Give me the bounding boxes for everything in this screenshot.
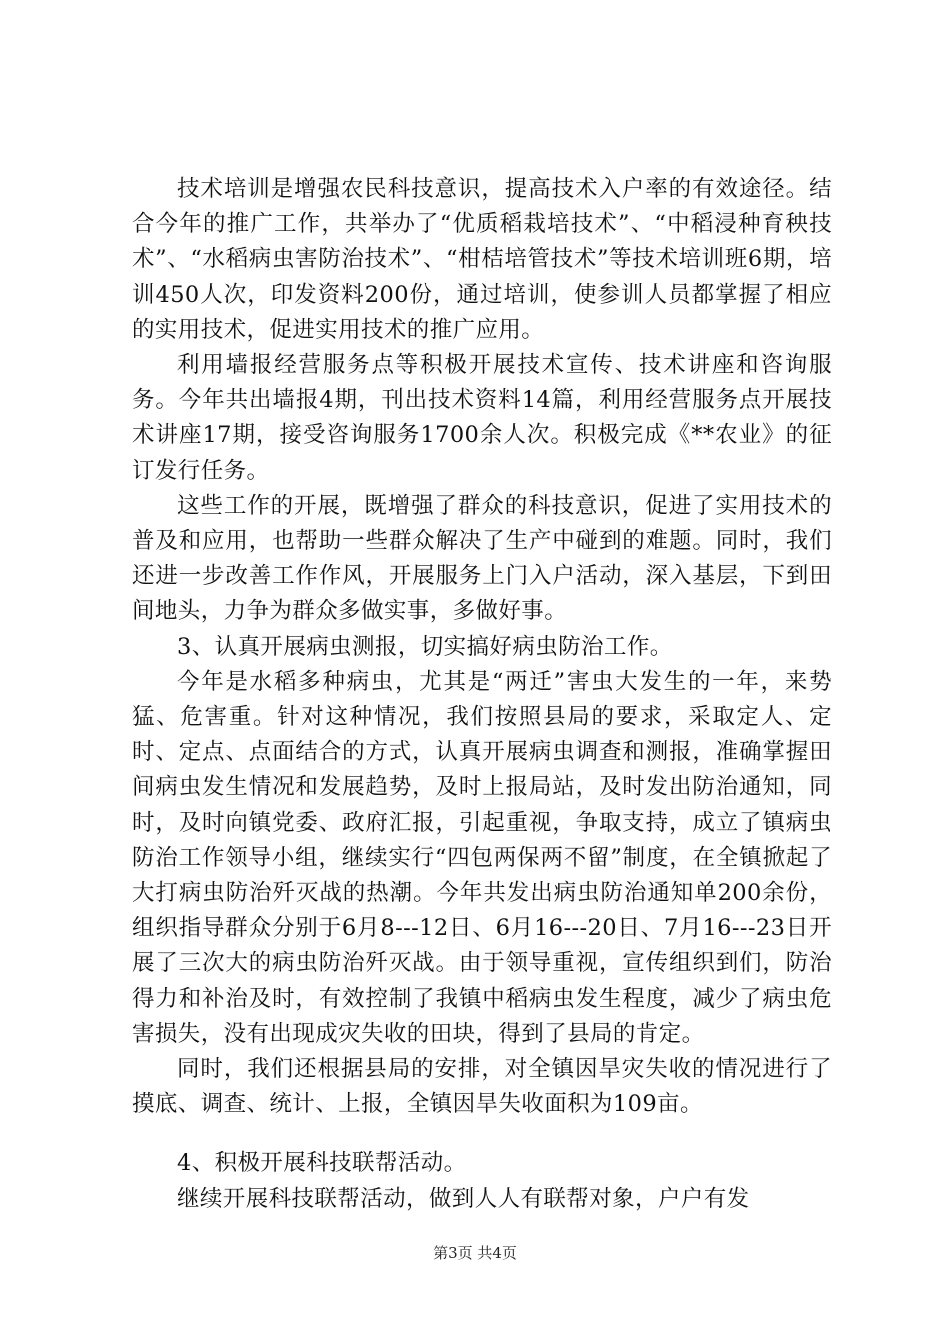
section-heading-pest-forecast: 3、认真开展病虫测报，切实搞好病虫防治工作。 (177, 633, 673, 660)
paragraph-tech-assistance: 继续开展科技联帮活动，做到人人有联帮对象，户户有发 (177, 1185, 750, 1212)
paragraph-technical-training: 技术培训是增强农民科技意识，提高技术入户率的有效途径。结合今年的推广工作，共举办了“优质稻栽培技术”、“中稻浸种育秧技术”、“水稻病虫害防治技术”、“柑桔培管技术”等技术培训班6期，培训450人次，印发资料200份，通过培训，使参训人员都掌握了相应的实用技术，促进实用技术的推广应用。 (132, 176, 832, 343)
paragraph-work-effects: 这些工作的开展，既增强了群众的科技意识，促进了实用技术的普及和应用，也帮助一些群众解决了生产中碰到的难题。同时，我们还进一步改善工作作风，开展服务上门入户活动，深入基层，下到田间地头，力争为群众多做实事，多做好事。 (132, 492, 832, 625)
document-body (132, 172, 832, 1217)
page-number-footer: 第3页 共4页 (433, 1244, 517, 1262)
paragraph-drought-survey: 同时，我们还根据县局的安排，对全镇因旱灾失收的情况进行了摸底、调查、统计、上报，全镇因旱失收面积为109亩。 (132, 1056, 832, 1118)
section-heading-tech-assistance: 4、积极开展科技联帮活动。 (177, 1150, 467, 1177)
paragraph-wall-newspaper: 利用墙报经营服务点等积极开展技术宣传、技术讲座和咨询服务。今年共出墙报4期，刊出技术资料14篇，利用经营服务点开展技术讲座17期，接受咨询服务1700余人次。积极完成《**农业》的征订发行任务。 (132, 352, 832, 484)
paragraph-spacer (132, 1122, 832, 1146)
paragraph-pest-control: 今年是水稻多种病虫，尤其是“两迁”害虫大发生的一年，来势猛、危害重。针对这种情况，我们按照县局的要求，采取定人、定时、定点、点面结合的方式，认真开展病虫调查和测报，准确掌握田间病虫发生情况和发展趋势，及时上报局站，及时发出防治通知，同时，及时向镇党委、政府汇报，引起重视，争取支持，成立了镇病虫防治工作领导小组，继续实行“四包两保两不留”制度，在全镇掀起了大打病虫防治歼灭战的热潮。今年共发出病虫防治通知单200余份，组织指导群众分别于6月8---12日、6月16---20日、7月16---23日开展了三次大的病虫防治歼灭战。由于领导重视，宣传组织到们，防治得力和补治及时，有效控制了我镇中稻病虫发生程度，减少了病虫危害损失，没有出现成灾失收的田块，得到了县局的肯定。 (132, 668, 832, 1047)
